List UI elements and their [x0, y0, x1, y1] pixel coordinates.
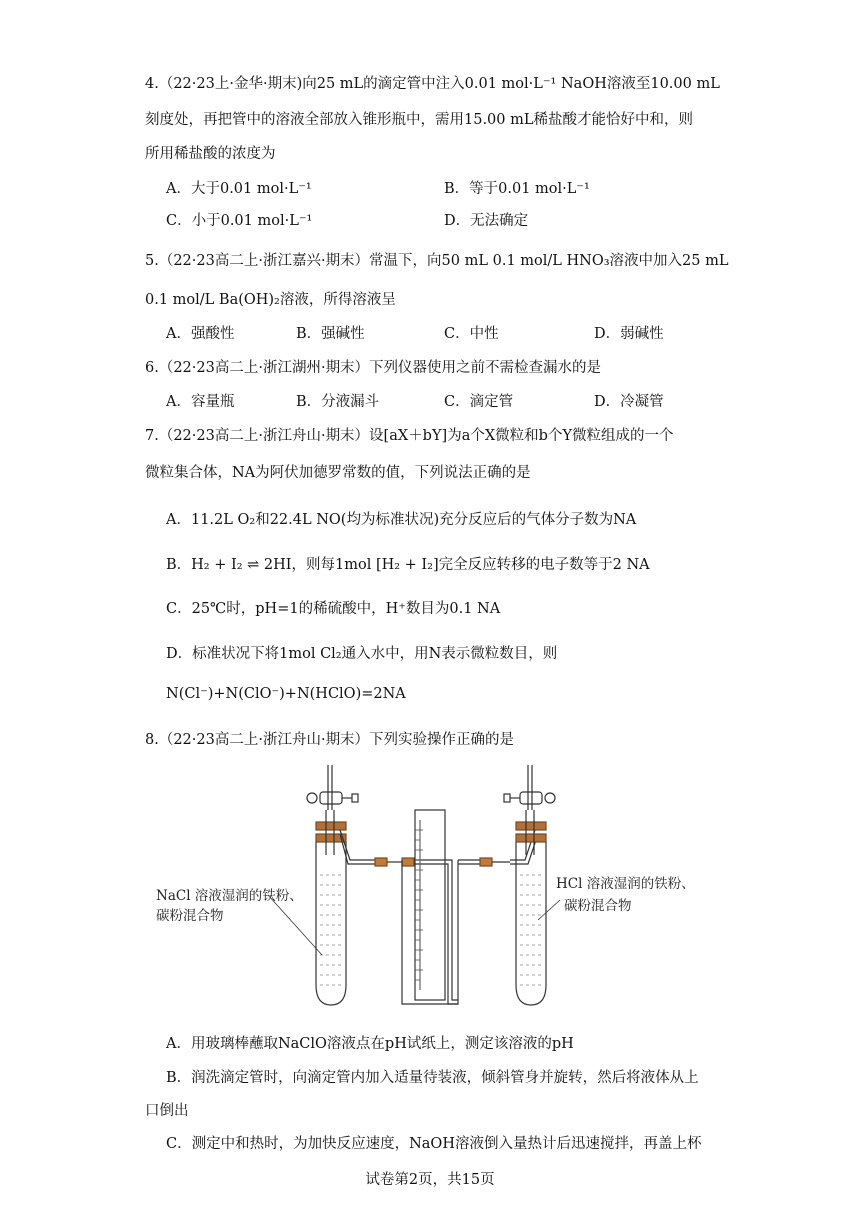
q4-stem-line3: 所用稀盐酸的浓度为: [145, 146, 276, 162]
q7-option-a: A．11.2L O₂和22.4L NO(均为标准状况)充分反应后的气体分子数为NA: [166, 512, 637, 528]
q6-option-c: C．滴定管: [444, 394, 514, 410]
q7-option-c: C．25℃时，pH=1的稀硫酸中，H⁺数目为0.1 NA: [166, 601, 501, 617]
q4-option-b: B．等于0.01 mol·L⁻¹: [444, 181, 590, 197]
q8-stem: 8.（22·23高二上·浙江舟山·期末）下列实验操作正确的是: [145, 732, 515, 748]
q8-option-b-line2: 口倒出: [145, 1103, 189, 1119]
q4-option-c: C．小于0.01 mol·L⁻¹: [166, 213, 313, 229]
q8-option-a: A．用玻璃棒蘸取NaClO溶液点在pH试纸上，测定该溶液的pH: [166, 1036, 574, 1052]
page-footer: 试卷第2页，共15页: [365, 1172, 495, 1188]
q7-stem-line1: 7.（22·23高二上·浙江舟山·期末）设[aX＋bY]为a个X微粒和b个Y微粒组成的一个: [145, 428, 674, 444]
q6-option-b: B．分液漏斗: [296, 394, 380, 410]
q6-option-d: D．冷凝管: [594, 394, 664, 410]
q4-option-a: A．大于0.01 mol·L⁻¹: [166, 181, 312, 197]
q7-option-d-line2: N(Cl⁻)+N(ClO⁻)+N(HClO)=2NA: [166, 686, 406, 702]
q5-stem-line2: 0.1 mol/L Ba(OH)₂溶液，所得溶液呈: [145, 292, 396, 308]
q5-option-a: A．强酸性: [166, 326, 235, 342]
q5-stem-line1: 5.（22·23高二上·浙江嘉兴·期末）常温下，向50 mL 0.1 mol/L HNO₃溶液中加入25 mL: [145, 253, 729, 269]
q8-apparatus-figure: [140, 760, 740, 1020]
q7-option-b: B．H₂ + I₂ ⇌ 2HI，则每1mol [H₂ + I₂]完全反应转移的电子数等于2 NA: [166, 557, 650, 573]
q8-option-c-line1: C．测定中和热时，为加快反应速度，NaOH溶液倒入量热计后迅速搅拌，再盖上杯: [166, 1136, 702, 1152]
fig-left-label-line2: 碳粉混合物: [156, 908, 224, 924]
fig-right-label-line2: 碳粉混合物: [564, 898, 632, 914]
fig-left-label-line1: NaCl 溶液湿润的铁粉、: [156, 888, 303, 904]
q7-stem-line2: 微粒集合体，NA为阿伏加德罗常数的值，下列说法正确的是: [145, 465, 531, 481]
q6-stem: 6.（22·23高二上·浙江湖州·期末）下列仪器使用之前不需检查漏水的是: [145, 360, 602, 376]
q4-stem-line2: 刻度处，再把管中的溶液全部放入锥形瓶中，需用15.00 mL稀盐酸才能恰好中和，则: [145, 112, 693, 128]
fig-right-label-line1: HCl 溶液湿润的铁粉、: [556, 876, 695, 892]
q5-option-d: D．弱碱性: [594, 326, 664, 342]
q8-option-b-line1: B．润洗滴定管时，向滴定管内加入适量待装液，倾斜管身并旋转，然后将液体从上: [166, 1070, 699, 1086]
q7-option-d-line1: D．标准状况下将1mol Cl₂通入水中，用N表示微粒数目，则: [166, 646, 558, 662]
q4-option-d: D．无法确定: [444, 213, 529, 229]
q5-option-c: C．中性: [444, 326, 499, 342]
q5-option-b: B．强碱性: [296, 326, 365, 342]
q6-option-a: A．容量瓶: [166, 394, 235, 410]
q4-stem-line1: 4.（22·23上·金华·期末)向25 mL的滴定管中注入0.01 mol·L⁻¹ NaOH溶液至10.00 mL: [145, 76, 720, 92]
